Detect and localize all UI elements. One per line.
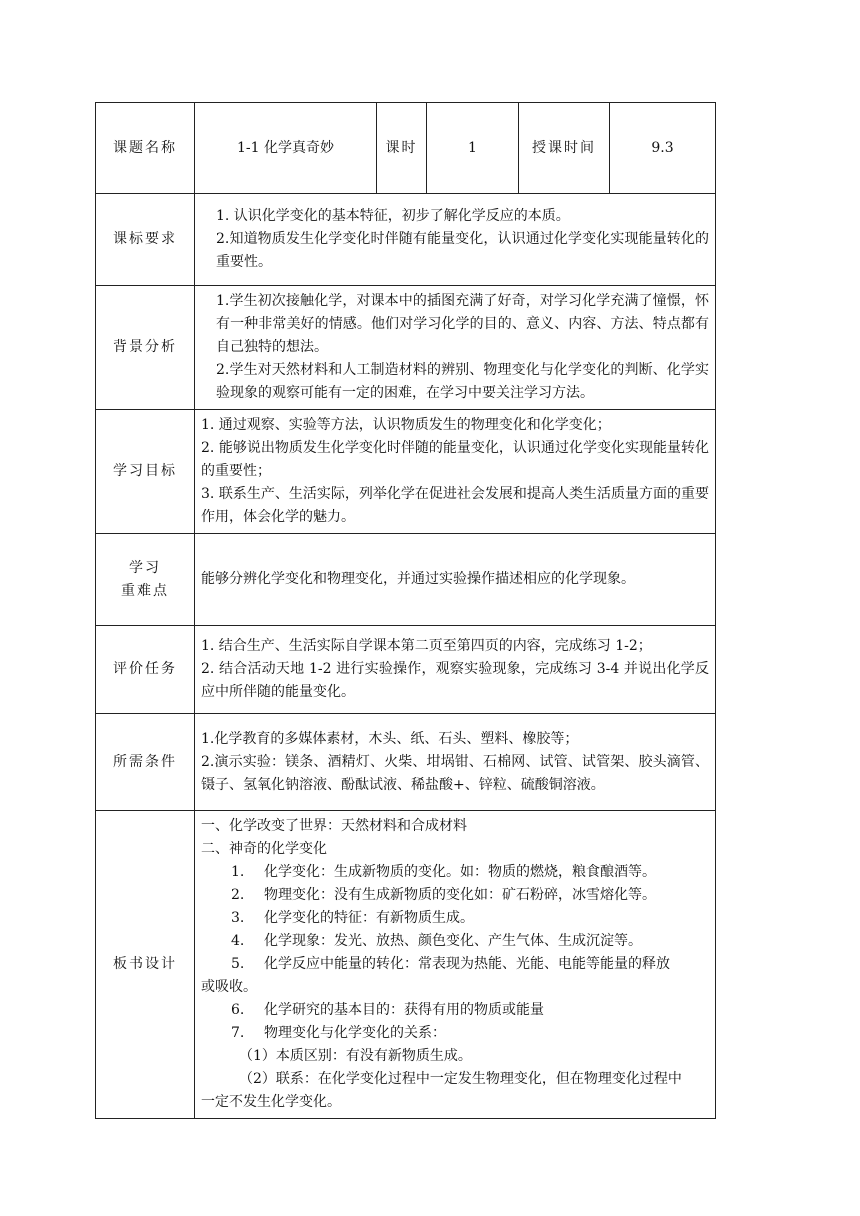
standard-content	[195, 194, 716, 286]
objective-item: 1. 通过观察、实验等方法，认识物质发生的物理变化和化学变化；	[201, 417, 611, 433]
board-subpoint: （1）本质区别：有没有新物质生成。	[239, 1048, 472, 1064]
assessment-row	[96, 626, 716, 714]
header-row	[96, 103, 716, 194]
board-row	[96, 811, 716, 1119]
standard-row	[96, 194, 716, 286]
date-value: 9.3	[610, 103, 716, 194]
board-point-text: 化学现象：发光、放热、颜色变化、产生气体、生成沉淀等。	[264, 933, 642, 949]
standard-item: 2.知道物质发生化学变化时伴随有能量变化，认识通过化学变化实现能量转化的重要性。	[216, 231, 709, 270]
board-point	[201, 907, 709, 930]
topic-value: 1-1 化学真奇妙	[195, 103, 377, 194]
key-points-content	[195, 534, 716, 626]
standard-label: 课标要求	[96, 194, 195, 286]
board-point-text: 物理变化与化学变化的关系：	[264, 1025, 446, 1041]
board-point-number: 2.	[231, 887, 245, 903]
period-label: 课时	[377, 103, 427, 194]
board-heading: 二、神奇的化学变化	[201, 841, 327, 857]
objectives-content	[195, 410, 716, 534]
objective-item: 3. 联系生产、生活实际，列举化学在促进社会发展和提高人类生活质量方面的重要作用，体会化学的魅力。	[201, 486, 709, 525]
board-label: 板书设计	[96, 811, 195, 1119]
assessment-item: 2. 结合活动天地 1-2 进行实验操作，观察实验现象，完成练习 3-4 并说出化学反应中所伴随的能量变化。	[201, 661, 709, 700]
key-points-row	[96, 534, 716, 626]
board-heading: 一、化学改变了世界：天然材料和合成材料	[201, 818, 467, 834]
background-item: 1.学生初次接触化学，对课本中的插图充满了好奇，对学习化学充满了憧憬，怀有一种非常美好的情感。他们对学习化学的目的、意义、内容、方法、特点都有自己独特的想法。	[216, 293, 709, 355]
board-point-number: 6.	[231, 1002, 245, 1018]
date-label: 授课时间	[519, 103, 610, 194]
background-label: 背景分析	[96, 286, 195, 410]
board-point	[201, 861, 709, 884]
assessment-content	[195, 626, 716, 714]
board-point-continuation: 或吸收。	[201, 979, 257, 995]
conditions-item: 2.演示实验：镁条、酒精灯、火柴、坩埚钳、石棉网、试管、试管架、胶头滴管、镊子、氢氧化钠溶液、酚酞试液、稀盐酸+、锌粒、硫酸铜溶液。	[201, 753, 709, 793]
board-point-text: 化学研究的基本目的：获得有用的物质或能量	[264, 1002, 544, 1018]
conditions-row	[96, 714, 716, 811]
board-point-text: 化学变化的特征：有新物质生成。	[264, 910, 474, 926]
board-point-number: 3.	[231, 910, 245, 926]
key-points-text: 能够分辨化学变化和物理变化，并通过实验操作描述相应的化学现象。	[201, 571, 635, 587]
period-value: 1	[427, 103, 519, 194]
background-content	[195, 286, 716, 410]
board-point-number: 7.	[231, 1025, 245, 1041]
background-row	[96, 286, 716, 410]
board-point	[201, 953, 709, 976]
assessment-label: 评价任务	[96, 626, 195, 714]
standard-item: 1. 认识化学变化的基本特征，初步了解化学反应的本质。	[216, 208, 570, 224]
board-subpoint: （2）联系：在化学变化过程中一定发生物理变化，但在物理变化过程中	[239, 1071, 682, 1087]
background-item: 2.学生对天然材料和人工制造材料的辨别、物理变化与化学变化的判断、化学实验现象的观察可能有一定的困难，在学习中要关注学习方法。	[216, 362, 709, 401]
board-point-number: 5.	[231, 956, 245, 972]
objective-item: 2. 能够说出物质发生化学变化时伴随的能量变化，认识通过化学变化实现能量转化的重要性；	[201, 440, 709, 479]
objectives-row	[96, 410, 716, 534]
board-point-text: 化学反应中能量的转化：常表现为热能、光能、电能等能量的释放	[264, 956, 670, 972]
conditions-item: 1.化学教育的多媒体素材，木头、纸、石头、塑料、橡胶等；	[201, 730, 579, 747]
board-point	[201, 1022, 709, 1045]
board-point	[201, 999, 709, 1022]
board-subpoint-continuation: 一定不发生化学变化。	[201, 1094, 341, 1110]
board-point-number: 1.	[231, 864, 245, 880]
objectives-label: 学习目标	[96, 410, 195, 534]
assessment-item: 1. 结合生产、生活实际自学课本第二页至第四页的内容，完成练习 1-2；	[201, 638, 652, 654]
board-point	[201, 884, 709, 907]
key-points-label-line2: 重难点	[121, 582, 169, 599]
board-content	[195, 811, 716, 1119]
lesson-plan-table	[95, 102, 716, 1119]
board-point-number: 4.	[231, 933, 245, 949]
key-points-label	[96, 534, 195, 626]
topic-label: 课题名称	[96, 103, 195, 194]
conditions-label: 所需条件	[96, 714, 195, 811]
board-point-text: 化学变化：生成新物质的变化。如：物质的燃烧，粮食酿酒等。	[264, 864, 656, 880]
conditions-content	[195, 714, 716, 811]
board-point-text: 物理变化：没有生成新物质的变化如：矿石粉碎，冰雪熔化等。	[264, 887, 656, 903]
board-point	[201, 930, 709, 953]
key-points-label-line1: 学习	[129, 559, 161, 576]
